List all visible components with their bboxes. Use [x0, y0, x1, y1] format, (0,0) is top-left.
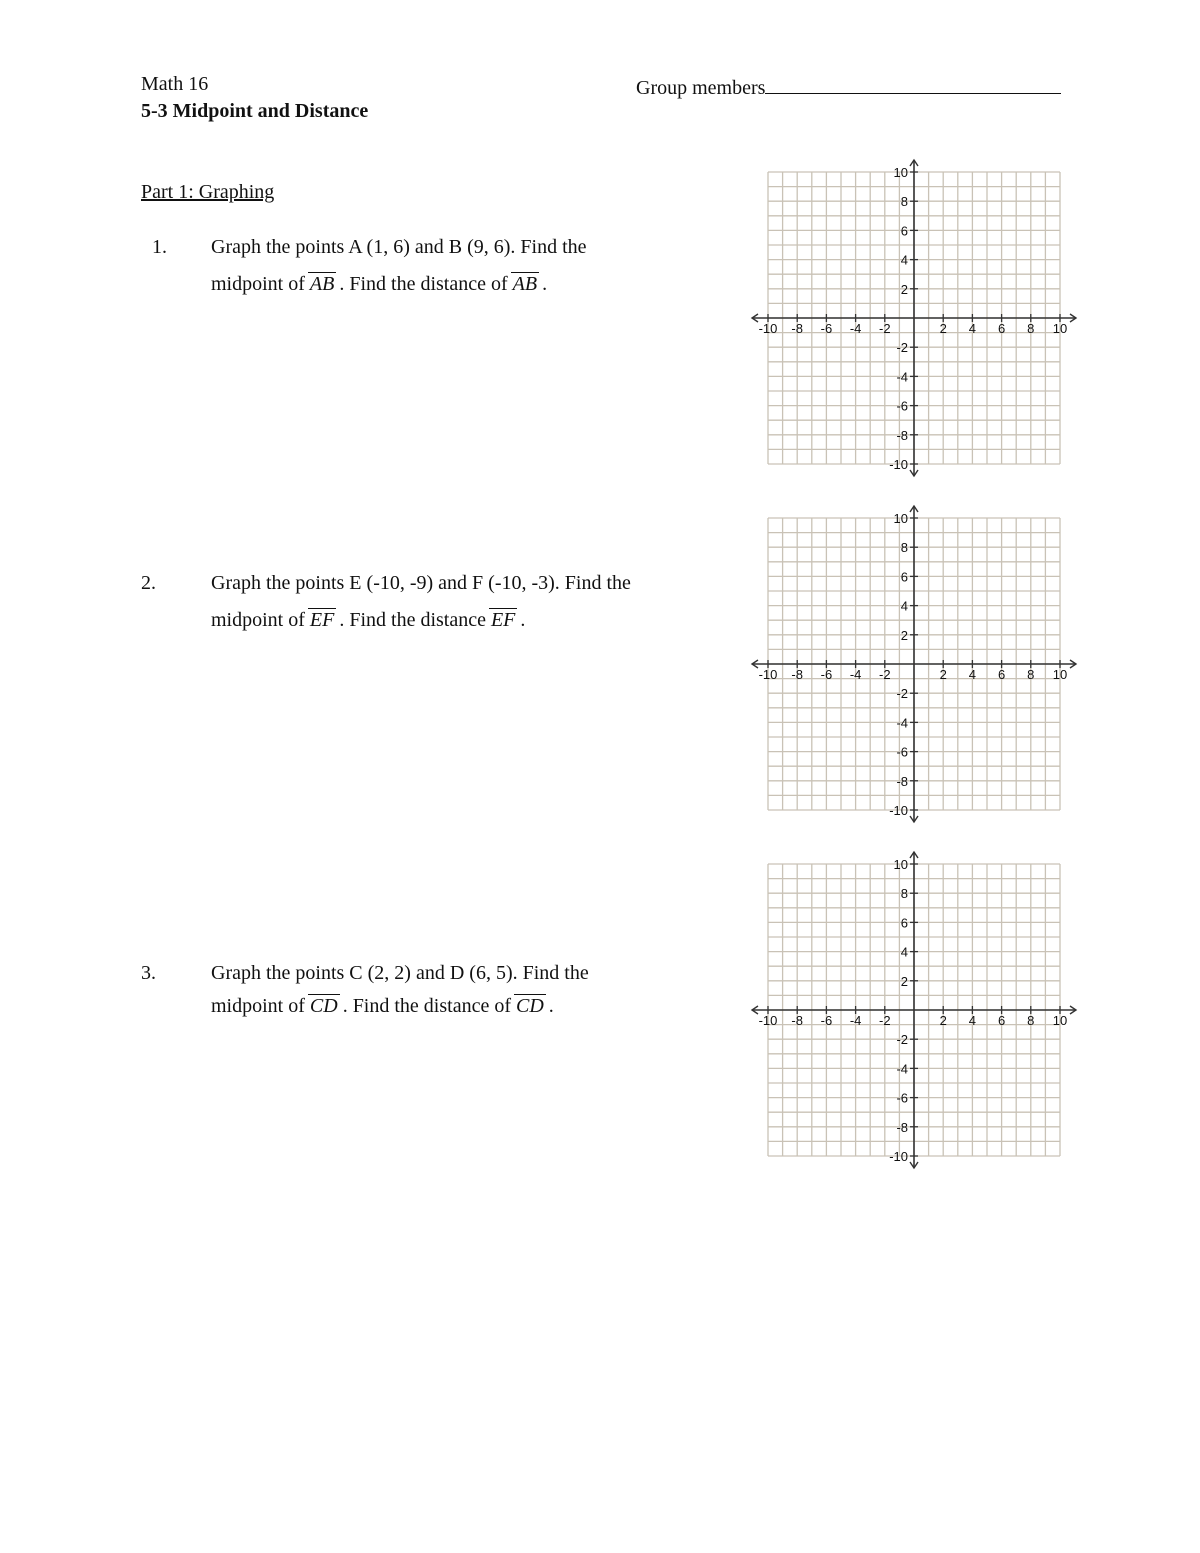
x-tick-label: -4 [849, 1013, 862, 1028]
y-tick-label: -6 [896, 744, 908, 760]
x-tick-label: -8 [791, 1013, 803, 1028]
y-tick-label: 8 [900, 540, 908, 556]
x-tick-label: 4 [968, 1013, 977, 1028]
x-tick-label: 4 [968, 667, 977, 682]
y-tick-label: -2 [896, 1032, 908, 1048]
x-tick-label: -4 [849, 667, 862, 682]
question-1-line1: Graph the points A (1, 6) and B (9, 6). Find the [211, 236, 587, 258]
x-tick-label: 2 [939, 1013, 947, 1028]
y-tick-label: 8 [900, 886, 908, 902]
question-2-segment: EF [309, 609, 335, 631]
question-1-distance-text: . Find the distance of [339, 273, 508, 295]
x-tick-label: -6 [820, 667, 833, 682]
y-tick-label: 4 [900, 944, 908, 960]
y-tick-label: 6 [900, 223, 908, 239]
y-tick-label: -4 [896, 369, 908, 385]
y-tick-label: 6 [900, 569, 908, 585]
question-3-segment: CD [309, 995, 338, 1017]
y-tick-label: 2 [900, 973, 908, 989]
question-1-end: . [542, 273, 548, 295]
x-tick-label: -2 [879, 1013, 891, 1028]
question-3-segment-2: CD [516, 995, 544, 1017]
question-3-midpoint-text: midpoint of [211, 995, 305, 1017]
x-tick-label: -10 [758, 667, 778, 682]
question-1-line2 [211, 273, 547, 296]
y-tick-label: -4 [896, 715, 908, 731]
worksheet-title: 5-3 Midpoint and Distance [141, 100, 369, 122]
coordinate-grid-2[interactable] [740, 496, 1090, 836]
question-2-line2 [211, 609, 525, 632]
question-3-number: 3. [141, 962, 156, 984]
coordinate-grid-3[interactable] [740, 842, 1090, 1182]
group-members-field [636, 73, 1061, 100]
question-3-line1: Graph the points C (2, 2) and D (6, 5). Find the [211, 962, 589, 984]
x-tick-label: 6 [997, 667, 1006, 682]
y-tick-label: -8 [896, 427, 908, 443]
y-tick-label: -6 [896, 1090, 908, 1106]
x-tick-label: 2 [939, 667, 947, 682]
x-tick-label: -2 [879, 321, 891, 336]
question-1-segment: AB [309, 273, 335, 295]
question-2-distance-text: . Find the distance [339, 609, 486, 631]
x-tick-label: 10 [1052, 667, 1068, 682]
question-1-segment-2: AB [512, 273, 538, 295]
question-3-distance-text: . Find the distance of [342, 995, 511, 1017]
x-tick-label: 10 [1052, 321, 1068, 336]
x-tick-label: 4 [968, 321, 977, 336]
y-tick-label: 2 [900, 627, 908, 643]
y-tick-label: -4 [896, 1061, 908, 1077]
question-1-number: 1. [152, 236, 167, 258]
y-tick-label: 10 [893, 857, 908, 872]
y-tick-label: -8 [896, 1119, 908, 1135]
group-members-label: Group members [636, 77, 766, 99]
x-tick-label: -10 [758, 321, 778, 336]
part-heading: Part 1: Graphing [141, 181, 275, 203]
y-tick-label: 8 [900, 194, 908, 210]
x-tick-label: -6 [820, 321, 833, 336]
x-tick-label: -4 [849, 321, 862, 336]
y-tick-label: 4 [900, 252, 908, 268]
x-tick-label: -10 [758, 1013, 778, 1028]
y-tick-label: 6 [900, 915, 908, 931]
y-tick-label: 4 [900, 598, 908, 614]
group-members-blank[interactable] [765, 73, 1061, 94]
y-tick-label: -2 [896, 340, 908, 356]
y-tick-label: -8 [896, 773, 908, 789]
y-tick-label: 10 [893, 165, 908, 180]
x-tick-label: 2 [939, 321, 947, 336]
x-tick-label: 6 [997, 321, 1006, 336]
question-2-number: 2. [141, 572, 156, 594]
y-tick-label: 2 [900, 281, 908, 297]
question-2-line1: Graph the points E (-10, -9) and F (-10, -3). Find the [211, 572, 631, 594]
y-tick-label: -10 [889, 457, 908, 472]
course-name: Math 16 [141, 73, 209, 95]
x-tick-label: -2 [879, 667, 891, 682]
x-tick-label: -6 [820, 1013, 833, 1028]
y-tick-label: -6 [896, 398, 908, 414]
question-3-end: . [548, 995, 554, 1017]
question-2-end: . [520, 609, 526, 631]
y-tick-label: -10 [889, 803, 908, 818]
question-1-midpoint-text: midpoint of [211, 273, 305, 295]
x-tick-label: 8 [1027, 667, 1035, 682]
y-tick-label: 10 [893, 511, 908, 526]
x-tick-label: -8 [791, 321, 803, 336]
x-tick-label: 6 [997, 1013, 1006, 1028]
x-tick-label: 10 [1052, 1013, 1068, 1028]
question-2-segment-2: EF [490, 609, 516, 631]
question-3-line2 [211, 995, 554, 1018]
question-2-midpoint-text: midpoint of [211, 609, 305, 631]
x-tick-label: -8 [791, 667, 803, 682]
y-tick-label: -10 [889, 1149, 908, 1164]
x-tick-label: 8 [1027, 1013, 1035, 1028]
coordinate-grid-1[interactable] [740, 150, 1090, 490]
y-tick-label: -2 [896, 686, 908, 702]
x-tick-label: 8 [1027, 321, 1035, 336]
